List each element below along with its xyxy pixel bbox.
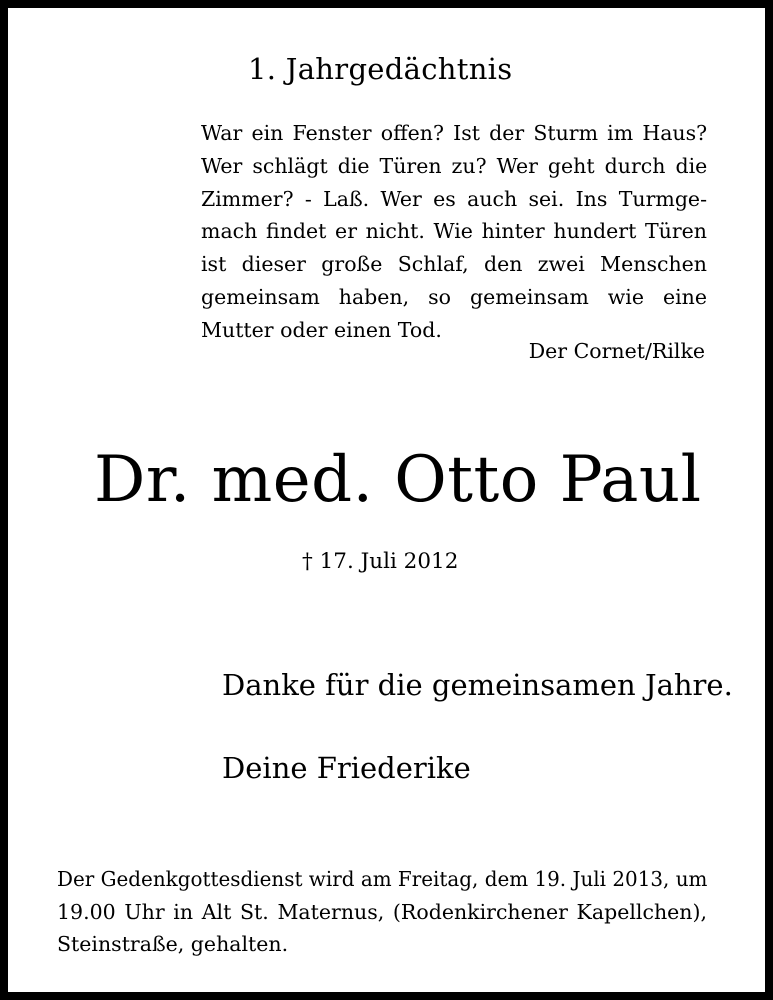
notice-line: 19.00 Uhr in Alt St. Maternus, (Rodenkirchener Kapellchen), xyxy=(57,899,707,924)
poem-line: ist dieser große Schlaf, den zwei Menschen xyxy=(201,252,708,277)
notice-line: Steinstraße, gehalten. xyxy=(57,932,289,956)
poem-line: Wer schlägt die Türen zu? Wer geht durch die xyxy=(201,153,708,178)
death-date: † 17. Juli 2012 xyxy=(302,549,459,574)
deceased-name: Dr. med. Otto Paul xyxy=(94,443,702,517)
poem-quote xyxy=(201,117,707,347)
poem-line: gemeinsam haben, so gemeinsam wie eine xyxy=(201,284,707,309)
poem-line: mach findet er nicht. Wie hinter hundert Türen xyxy=(201,219,707,244)
signature: Deine Friederike xyxy=(222,751,471,785)
poem-line: Mutter oder einen Tod. xyxy=(201,317,442,342)
thanks-message: Danke für die gemeinsamen Jahre. xyxy=(222,668,733,702)
memorial-service-notice xyxy=(57,863,707,961)
poem-line: Zimmer? - Laß. Wer es auch sei. Ins Turmge- xyxy=(201,186,707,211)
anniversary-heading: 1. Jahrgedächtnis xyxy=(248,52,513,86)
notice-line: Der Gedenkgottesdienst wird am Freitag, dem 19. Juli 2013, um xyxy=(57,867,708,891)
poem-source: Der Cornet/Rilke xyxy=(528,339,705,363)
poem-line: War ein Fenster offen? Ist der Sturm im Haus? xyxy=(201,121,708,145)
